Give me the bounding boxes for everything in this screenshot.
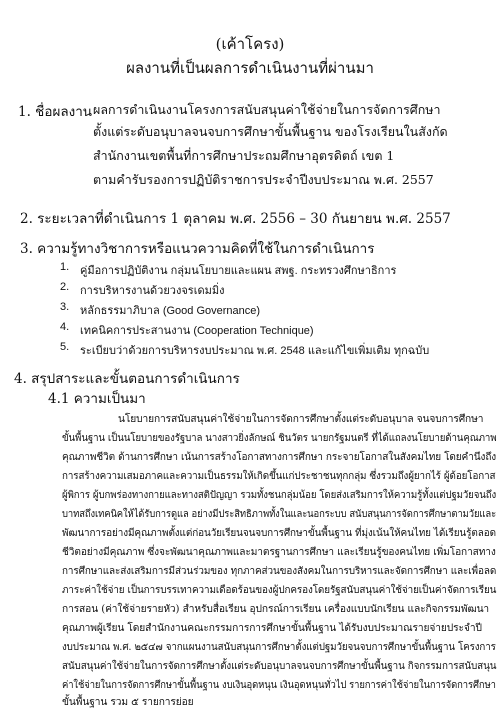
paragraph-line: ชีวิตอย่างมีคุณภาพ ซึ่งจะพัฒนาคุณภาพและมาตรฐานการศึกษา และเรียนรู้ของคนไทย เพิ่มโอกาสทาง xyxy=(62,547,496,558)
paragraph-line: บาทสถึงเทคนิคให้ได้รับการดูแล อย่างมีประสิทธิภาพทั้งในและนอกระบบ สนับสนุนการจัดการศึกษาตามวัยและ xyxy=(62,509,497,520)
list-item: คู่มือการปฏิบัติงาน กลุ่มนโยบายและแผน สพฐ. กระทรวงศึกษาธิการ xyxy=(80,265,397,277)
paragraph-line: คุณภาพชีวิต ด้านการศึกษา เน้นการสร้างโอกาสทางการศึกษา กระจายโอกาสในสังคมไทย โดยคำนึงถึง xyxy=(62,452,497,463)
list-item: ระเบียบว่าด้วยการบริหารงบประมาณ พ.ศ. 2548 และแก้ไขเพิ่มเติม ทุกฉบับ xyxy=(80,345,430,357)
list-item-number: 4. xyxy=(60,321,70,333)
list-item-number: 5. xyxy=(60,341,70,353)
paragraph-line: สนับสนุนค่าใช้จ่ายในการจัดการศึกษาตั้งแต่ระดับอนุบาลจนจบการศึกษาขั้นพื้นฐาน กิจกรรมการสนับสนุน xyxy=(62,661,497,672)
paragraph-line: การศึกษาและส่งเสริมการมีส่วนร่วมของ ทุกภาคส่วนของสังคมในการบริหารและจัดการศึกษา และเพื่อลด xyxy=(62,566,497,577)
list-item: การบริหารงานด้วยวงจรเดมมิ่ง xyxy=(80,285,225,297)
paragraph-line: ขั้นพื้นฐาน เป็นนโยบายของรัฐบาล นางสาวยิ่งลักษณ์ ชินวัตร นายกรัฐมนตรี ที่ได้แถลงนโยบายด้านคุณภาพ xyxy=(62,433,497,444)
section4-subheading: 4.1 ความเป็นมา xyxy=(48,391,146,407)
paragraph-line: การสอน (ค่าใช้จ่ายรายหัว) สำหรับสื่อเรียน อุปกรณ์การเรียน เครื่องแบบนักเรียน และกิจกรรมพัฒนา xyxy=(62,604,490,615)
paragraph-line: ภาระค่าใช้จ่าย เป็นการบรรเทาความเดือดร้อนของผู้ปกครองโดยรัฐสนับสนุนค่าใช้จ่ายเป็นค่าจัดการเรียน xyxy=(62,585,497,596)
section1-line: สำนักงานเขตพื้นที่การศึกษาประถมศึกษาอุตรดิตถ์ เขต 1 xyxy=(93,148,395,163)
section3-heading: 3. ความรู้ทางวิชาการหรือแนวความคิดที่ใช้ในการดำเนินการ xyxy=(20,241,375,257)
section1-line: ผลการดำเนินงานโครงการสนับสนุนค่าใช้จ่ายในการจัดการศึกษา xyxy=(93,102,441,117)
list-item: หลักธรรมาภิบาล (Good Governance) xyxy=(80,305,261,317)
paragraph-line: ขั้นพื้นฐาน รวม ๕ รายการย่อย xyxy=(62,697,194,708)
paragraph-line: งบประมาณ พ.ศ. ๒๕๔๗ จากแผนงานสนับสนุนการศึกษาตั้งแต่ปฐมวัยจนจบการศึกษาขั้นพื้นฐาน โครงการ xyxy=(62,642,496,653)
paragraph-line: การสร้างความเสมอภาคและความเป็นธรรมให้เกิดขึ้นแก่ประชาชนทุกกลุ่ม ซึ่งรวมถึงผู้ยากไร้ ผู้ด้อยโอกาส xyxy=(62,471,496,482)
paragraph-line: พัฒนาการอย่างมีคุณภาพตั้งแต่ก่อนวัยเรียนจนจบการศึกษาขั้นพื้นฐาน ที่มุ่งเน้นให้คนไทย ได้เรียนรู้ตลอด xyxy=(62,528,496,539)
outline-label: (เค้าโครง) xyxy=(215,35,285,53)
page-title: ผลงานที่เป็นผลการดำเนินงานที่ผ่านมา xyxy=(126,59,374,77)
section2-period: 2. ระยะเวลาที่ดำเนินการ 1 ตุลาคม พ.ศ. 2556 – 30 กันยายน พ.ศ. 2557 xyxy=(20,211,451,227)
paragraph-line: ผู้พิการ ผู้บกพร่องทางกายและทางสติปัญญา รวมทั้งชนกลุ่มน้อย โดยส่งเสริมการให้ความรู้ทั้งแต่ปฐมวัยจนถึง xyxy=(62,490,497,501)
section1-line: ตั้งแต่ระดับอนุบาลจนจบการศึกษาขั้นพื้นฐาน ของโรงเรียนในสังกัด xyxy=(93,124,448,139)
section4-heading: 4. สรุปสาระและขั้นตอนการดำเนินการ xyxy=(14,371,240,387)
section1-label: 1. ชื่อผลงาน xyxy=(18,104,93,120)
list-item: เทคนิคการประสานงาน (Cooperation Technique) xyxy=(80,325,314,337)
section1-line: ตามคำรับรองการปฏิบัติราชการประจำปีงบประมาณ พ.ศ. 2557 xyxy=(93,172,434,187)
paragraph-line: ค่าใช้จ่ายในการจัดการศึกษาขั้นพื้นฐาน งบเงินอุดหนุน เงินอุดหนุนทั่วไป รายการค่าใช้จ่ายในการจัดการศึกษา xyxy=(62,680,496,691)
paragraph-line: คุณภาพผู้เรียน โดยสำนักงานคณะกรรมการการศึกษาขั้นพื้นฐาน ได้รับงบประมาณรายจ่ายประจำปี xyxy=(62,623,482,634)
list-item-number: 3. xyxy=(60,301,70,313)
list-item-number: 2. xyxy=(60,281,70,293)
paragraph-line: นโยบายการสนับสนุนค่าใช้จ่ายในการจัดการศึกษาตั้งแต่ระดับอนุบาล จนจบการศึกษา xyxy=(118,414,484,425)
list-item-number: 1. xyxy=(60,261,70,273)
